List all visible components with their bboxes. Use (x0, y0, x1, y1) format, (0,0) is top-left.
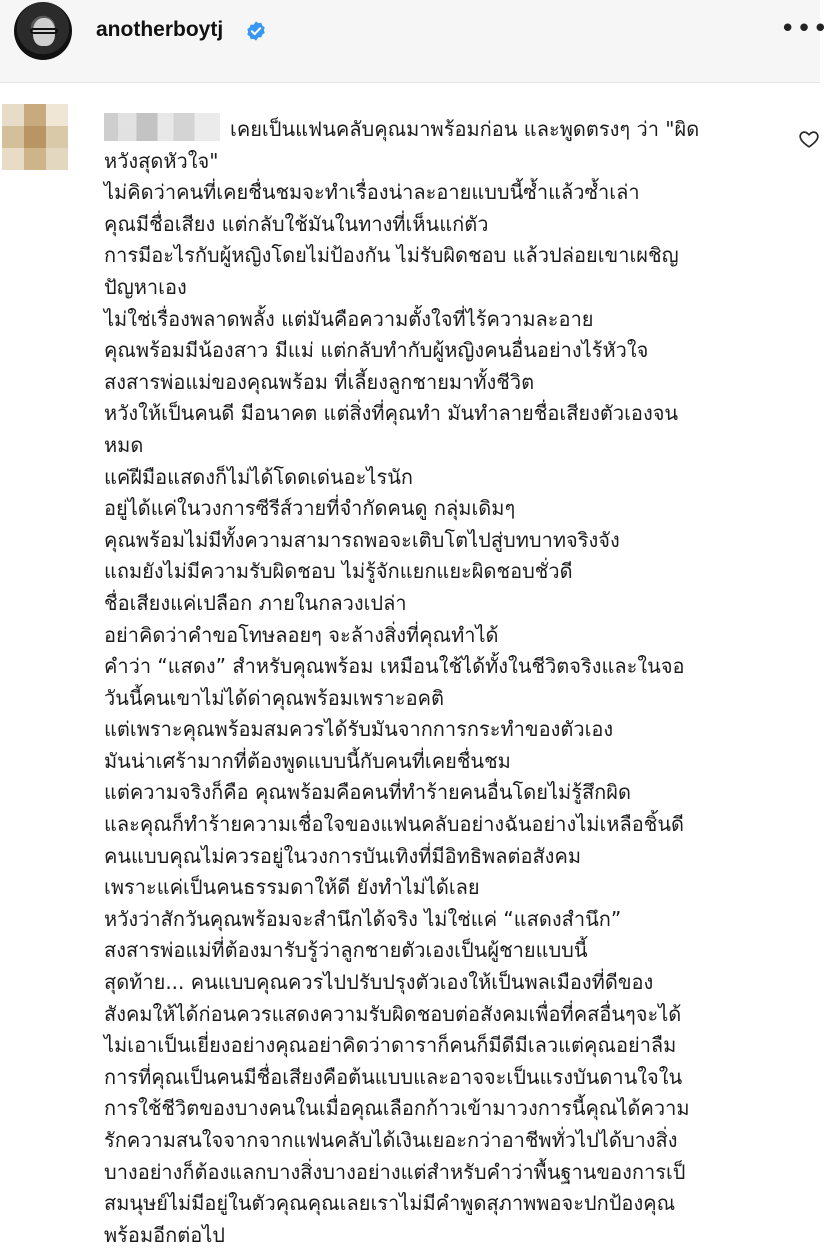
post-header (0, 0, 829, 83)
comment-line: หวังสุดหัวใจ" (104, 148, 219, 173)
comment-line: สมนุษย์ไม่มีอยู่ในตัวคุณคุณเลยเราไม่มีคำพูดสุภาพพอจะปกป้องคุณ (104, 1191, 676, 1216)
comment-line: ปัญหาเอง (104, 274, 187, 299)
comment-line: วันนี้คนเขาไม่ได้ด่าคุณพร้อมเพราะอคติ (104, 685, 445, 710)
comment-line: มันน่าเศร้ามากที่ต้องพูดแบบนี้กับคนที่เคยชื่นชม (104, 748, 511, 773)
comment-line: อย่าคิดว่าคำขอโทษลอยๆ จะล้างสิ่งที่คุณทำได้ (104, 622, 499, 647)
comment-line: รักความสนใจจากจากแฟนคลับได้เงินเยอะกว่าอาชีพทั่วไปได้บางสิ่ง (104, 1128, 678, 1152)
comment-line: เพราะแค่เป็นคนธรรมดาให้ดี ยังทำไม่ได้เลย (104, 875, 480, 900)
comment-line: การใช้ชีวิตของบางคนในเมื่อคุณเลือกก้าวเข้ามาวงการนี้คุณได้ความ (104, 1096, 690, 1121)
comment-line: สงสารพ่อแม่ของคุณพร้อม ที่เลี้ยงลูกชายมาทั้งชีวิต (104, 369, 535, 394)
comment-line: ไม่คิดว่าคนที่เคยชื่นชมจะทำเรื่องน่าละอายแบบนี้ซ้ำแล้วซ้ำเล่า (104, 180, 640, 205)
comment-line: อยู่ได้แค่ในวงการซีรีส์วายที่จำกัดคนดู กลุ่มเดิมๆ (104, 496, 516, 521)
comment-line: คุณพร้อมไม่มีทั้งความสามารถพอจะเติบโตไปสู่บทบาทจริงจัง (104, 527, 620, 552)
comment-line: สังคมให้ได้ก่อนควรแสดงความรับผิดชอบต่อสังคมเพื่อที่คสอื่นๆจะได้ (104, 1001, 682, 1026)
comment-line: การที่คุณเป็นคนมีชื่อเสียงคือต้นแบบและอาจจะเป็นแรงบันดานใจใน (104, 1064, 683, 1089)
comment-line: คุณพร้อมมีน้องสาว มีแม่ แต่กลับทำกับผู้หญิงคนอื่นอย่างไร้หัวใจ (104, 338, 649, 363)
comment-line: แถมยังไม่มีความรับผิดชอบ ไม่รู้จักแยกแยะผิดชอบชั่วดี (104, 559, 573, 584)
comment-line: คนแบบคุณไม่ควรอยู่ในวงการบันเทิงที่มีอิทธิพลต่อสังคม (104, 843, 582, 868)
comment-line: แต่ความจริงก็คือ คุณพร้อมคือคนที่ทำร้ายคนอื่นโดยไม่รู้สึกผิด (104, 780, 631, 805)
comment-line: สุดท้าย... คนแบบคุณควรไปปรับปรุงตัวเองให้เป็นพลเมืองที่ดีของ (104, 970, 654, 995)
comment-text (104, 114, 804, 1251)
comment-line: และคุณก็ทำร้ายความเชื่อใจของแฟนคลับอย่างฉันอย่างไม่เหลือชิ้นดี (104, 812, 684, 837)
comment-line: บางอย่างก็ต้องแลกบางสิ่งบางอย่างแต่สำหรับคำว่าพื้นฐานของการเป็ (104, 1159, 686, 1184)
comment-line: พร้อมอีกต่อไป (104, 1222, 225, 1247)
comment-line: แต่เพราะคุณพร้อมสมควรได้รับมันจากการกระทำของตัวเอง (104, 717, 614, 742)
more-options-icon[interactable]: ••• (780, 14, 829, 44)
heart-icon[interactable] (798, 128, 820, 150)
comment-line: ชื่อเสียงแค่เปลือก ภายในกลวงเปล่า (104, 590, 407, 615)
profile-avatar[interactable] (14, 2, 72, 60)
comment-line: การมีอะไรกับผู้หญิงโดยไม่ป้องกัน ไม่รับผิดชอบ แล้วปล่อยเขาเผชิญ (104, 243, 679, 268)
comment-line: คำว่า “แสดง” สำหรับคุณพร้อม เหมือนใช้ได้ทั้งในชีวิตจริงและในจอ (104, 654, 685, 679)
comment-line: ไม่ใช่เรื่องพลาดพลั้ง แต่มันคือความตั้งใจที่ไร้ความละอาย (104, 306, 594, 331)
comment-line: ไม่เอาเป็นเยี่ยงอย่างคุณอย่าคิดว่าดาราก็คนก็มีดีมีเลวแต่คุณอย่าลืม (104, 1033, 677, 1058)
comment-line: หวังให้เป็นคนดี มีอนาคต แต่สิ่งที่คุณทำ มันทำลายชื่อเสียงตัวเองจน (104, 401, 679, 426)
comment-line: สงสารพ่อแม่ที่ต้องมารับรู้ว่าลูกชายตัวเองเป็นผู้ชายแบบนี้ (104, 938, 588, 963)
comment-line: คุณมีชื่อเสียง แต่กลับใช้มันในทางที่เห็นแก่ตัว (104, 211, 489, 236)
comment-line: หมด (104, 432, 144, 457)
comment-line: หวังว่าสักวันคุณพร้อมจะสำนึกได้จริง ไม่ใช่แค่ “แสดงสำนึก” (104, 906, 622, 931)
comment-line: เคยเป็นแฟนคลับคุณมาพร้อมก่อน และพูดตรงๆ ว่า "ผิด (230, 117, 700, 141)
verified-badge-icon (245, 20, 267, 42)
avatar-glasses (30, 28, 58, 34)
commenter-avatar[interactable] (2, 104, 68, 170)
username-link[interactable]: anotherboytj (96, 18, 224, 41)
comment-line: แค่ฝีมือแสดงก็ไม่ได้โดดเด่นอะไรนัก (104, 464, 413, 489)
